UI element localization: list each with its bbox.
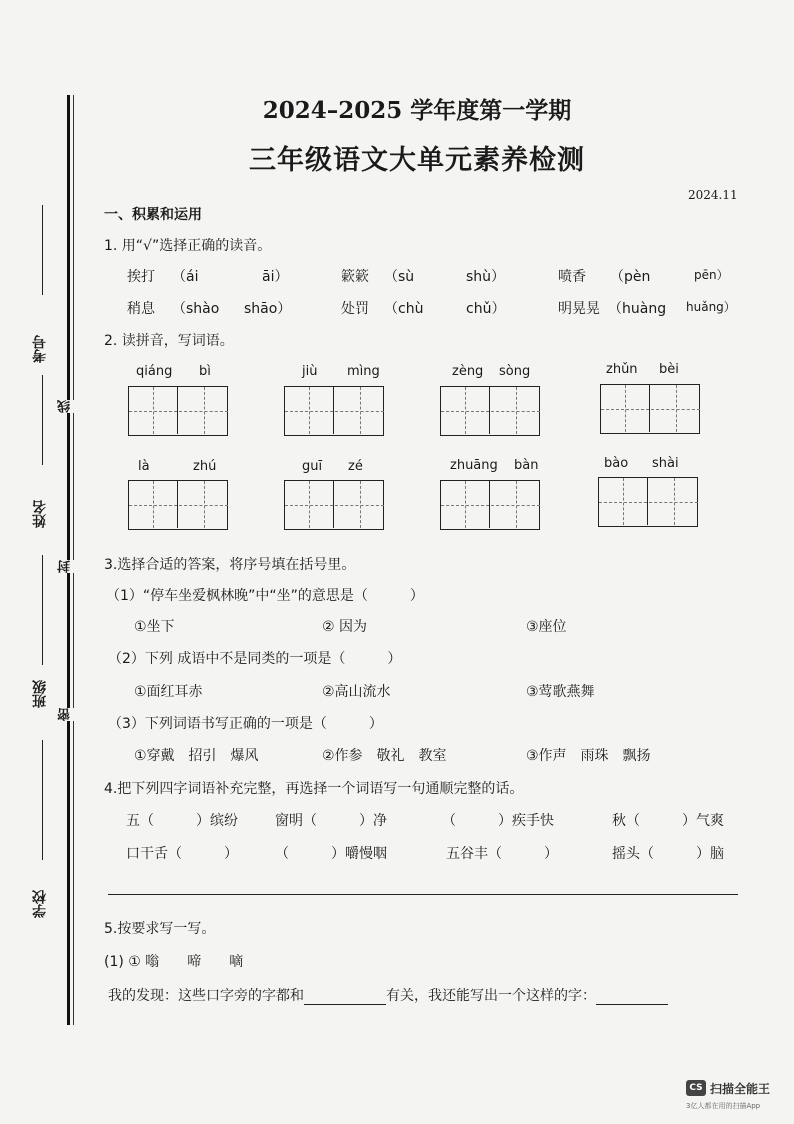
- q2-pinyin: zhú: [193, 459, 217, 474]
- q3-sub3-option[interactable]: ①穿戴 招引 爆风: [134, 748, 259, 764]
- q1-word: 明晃晃: [558, 301, 600, 317]
- section-heading: 一、积累和运用: [104, 207, 202, 223]
- q2-writing-grid[interactable]: [284, 386, 384, 436]
- q5-prompt: 5.按要求写一写。: [104, 921, 216, 937]
- school-label: 学校: [32, 890, 48, 918]
- q1-word: 簌簌: [341, 269, 369, 285]
- q4-idiom[interactable]: 口干舌（ ）: [126, 846, 238, 862]
- q4-idiom[interactable]: （ ）嚼慢咽: [275, 846, 387, 862]
- q3-sub2-option[interactable]: ②高山流水: [322, 684, 391, 700]
- seal-mark-line: 线: [58, 400, 73, 413]
- q3-sub2-option[interactable]: ①面红耳赤: [134, 684, 203, 700]
- q1-option-a[interactable]: （chù: [384, 301, 424, 317]
- q3-sub3-option[interactable]: ③作声 雨珠 飘扬: [526, 748, 651, 764]
- q5-finding-post: 有关，我还能写出一个这样的字：: [386, 988, 596, 1004]
- q2-writing-grid[interactable]: [440, 480, 540, 530]
- q4-idiom[interactable]: 窗明（ ）净: [275, 813, 387, 829]
- seal-mark-close: 密: [58, 708, 73, 721]
- q4-idiom[interactable]: 五（ ）缤纷: [126, 813, 238, 829]
- q5-finding: [108, 985, 668, 1005]
- scanner-logo: CS: [686, 1080, 706, 1096]
- q1-option-a[interactable]: （huàng: [608, 301, 667, 317]
- q5-sub1: (1) ① 嗡 啼 嘀: [104, 954, 244, 970]
- q2-pinyin: bèi: [659, 362, 679, 377]
- name-blank-top: [42, 375, 43, 465]
- q4-idiom[interactable]: 五谷丰（ ）: [446, 846, 558, 862]
- q2-pinyin: qiáng: [136, 364, 173, 379]
- q2-writing-grid[interactable]: [600, 384, 700, 434]
- q5-blank-2[interactable]: [596, 990, 668, 1005]
- q3-prompt: 3.选择合适的答案，将序号填在括号里。: [104, 557, 356, 573]
- q3-sub3: （3）下列词语书写正确的一项是（ ）: [108, 716, 383, 732]
- q2-pinyin: bàn: [514, 458, 539, 473]
- exam-no-label: 考号: [32, 335, 48, 363]
- name-blank: [42, 555, 43, 665]
- page-title: 2024–2025 学年度第一学期: [262, 97, 572, 124]
- q3-sub2-option[interactable]: ③莺歌燕舞: [526, 684, 595, 700]
- q1-word: 喷香: [558, 269, 586, 285]
- q1-option-b[interactable]: chǔ）: [466, 301, 506, 317]
- q1-option-b[interactable]: āi）: [262, 269, 289, 285]
- q2-pinyin: zèng: [452, 364, 484, 379]
- q1-word: 处罚: [341, 301, 369, 317]
- q2-pinyin: zhuāng: [450, 458, 498, 473]
- q1-option-b[interactable]: shāo）: [244, 301, 292, 317]
- scanner-tagline: 3亿人都在用的扫描App: [686, 1102, 761, 1110]
- exam-no-blank: [42, 205, 43, 295]
- q4-answer-line[interactable]: [108, 894, 738, 895]
- q1-word: 挨打: [127, 269, 155, 285]
- q4-prompt: 4.把下列四字词语补充完整，再选择一个词语写一句通顺完整的话。: [104, 781, 524, 797]
- exam-date: 2024.11: [688, 188, 738, 202]
- scanner-name: 扫描全能王: [710, 1082, 771, 1096]
- q2-writing-grid[interactable]: [440, 386, 540, 436]
- q1-option-b[interactable]: huǎng）: [686, 300, 736, 314]
- q1-option-b[interactable]: pēn）: [694, 268, 729, 282]
- q5-blank[interactable]: [304, 990, 386, 1005]
- q2-pinyin: zé: [348, 459, 363, 474]
- q1-word: 稍息: [127, 301, 155, 317]
- q2-pinyin: sòng: [499, 364, 531, 379]
- q4-idiom[interactable]: 秋（ ）气爽: [612, 813, 724, 829]
- q3-sub3-option[interactable]: ②作参 敬礼 教室: [322, 748, 447, 764]
- q1-option-a[interactable]: （shào: [172, 301, 220, 317]
- q2-pinyin: mìng: [347, 364, 380, 379]
- q3-sub1: （1）“停车坐爱枫林晚”中“坐”的意思是（ ）: [106, 588, 424, 604]
- q3-sub1-option[interactable]: ③座位: [526, 619, 567, 635]
- q3-sub1-option[interactable]: ①坐下: [134, 619, 175, 635]
- name-label: 姓名: [32, 500, 48, 528]
- q4-idiom[interactable]: （ ）疾手快: [442, 813, 554, 829]
- class-label: 班级: [32, 680, 48, 708]
- q2-prompt: 2. 读拼音，写词语。: [104, 333, 234, 349]
- q2-writing-grid[interactable]: [284, 480, 384, 530]
- q1-option-a[interactable]: （ái: [172, 269, 199, 285]
- seal-mark-seal: 封: [58, 560, 73, 573]
- class-blank: [42, 740, 43, 860]
- q2-writing-grid[interactable]: [128, 386, 228, 436]
- q2-writing-grid[interactable]: [128, 480, 228, 530]
- q4-idiom[interactable]: 摇头（ ）脑: [612, 846, 724, 862]
- q2-pinyin: guī: [302, 459, 323, 474]
- q2-writing-grid[interactable]: [598, 477, 698, 527]
- q3-sub1-option[interactable]: ② 因为: [322, 619, 368, 635]
- q1-option-b[interactable]: shù）: [466, 269, 506, 285]
- q2-pinyin: là: [138, 459, 150, 474]
- q2-pinyin: bì: [199, 364, 211, 379]
- q2-pinyin: zhǔn: [606, 362, 638, 377]
- q3-sub2: （2）下列 成语中不是同类的一项是（ ）: [108, 651, 402, 667]
- q2-pinyin: shài: [652, 456, 679, 471]
- q1-option-a[interactable]: （pèn: [610, 269, 651, 285]
- q1-option-a[interactable]: （sù: [384, 269, 415, 285]
- q5-finding-pre: 我的发现：这些口字旁的字都和: [108, 988, 304, 1004]
- q2-pinyin: jiù: [302, 364, 318, 379]
- page-subtitle: 三年级语文大单元素养检测: [249, 145, 585, 176]
- q1-prompt: 1. 用“√”选择正确的读音。: [104, 238, 272, 254]
- q2-pinyin: bào: [604, 456, 629, 471]
